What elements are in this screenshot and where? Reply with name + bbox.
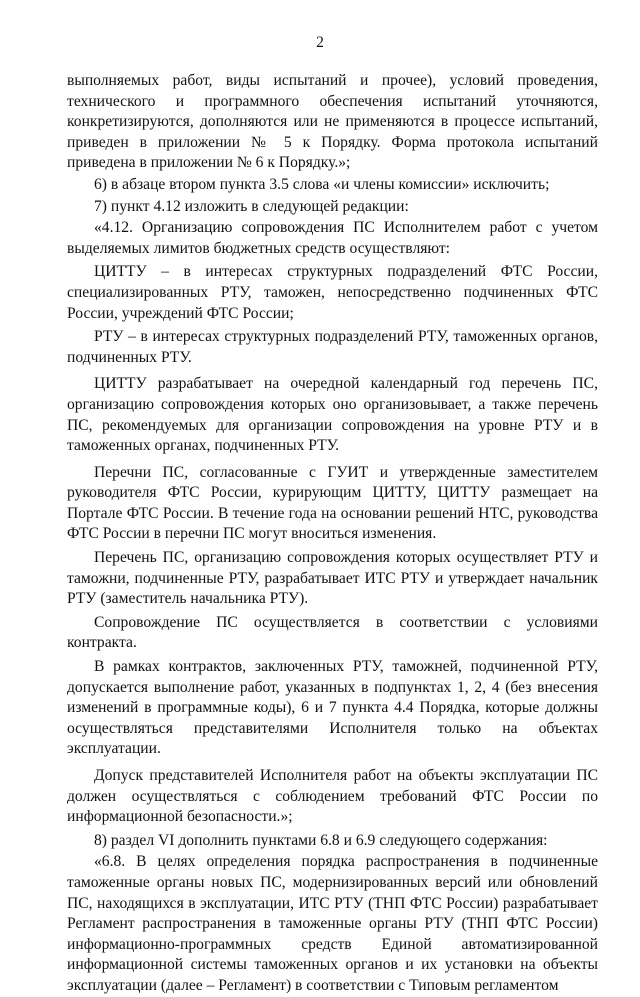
paragraph-contract-support: Сопровождение ПС осуществляется в соответствии с условиями контракта. xyxy=(67,613,598,652)
paragraph-rtu-scope: РТУ – в интересах структурных подразделений РТУ, таможенных органов, подчиненных РТУ. xyxy=(67,328,598,366)
paragraph-clause-6-8: «6.8. В целях определения порядка распространения в подчиненные таможенные органы новых ПС, модернизированных версий или обновлений ПС, находящихся в эксплуатации, ИТС РТУ (ТНП ФТС России) разрабатывает Регламент распространения в таможенные органы РТУ (ТНП ФТС России) информационно-программных средств Единой автоматизированной информационной системы таможенных органов и их установки на объекты эксплуатации (далее – Регламент) в соответствии с Типовым регламентом xyxy=(67,853,598,994)
paragraph-item-7: 7) пункт 4.12 изложить в следующей редакции: xyxy=(94,197,409,215)
document-body xyxy=(67,71,598,997)
paragraph-access-admission: Допуск представителей Исполнителя работ на объекты эксплуатации ПС должен осуществляться с соблюдением требований ФТС России по информационной безопасности.»; xyxy=(67,767,598,826)
paragraph-citt-u-scope: ЦИТТУ – в интересах структурных подразделений ФТС России, специализированных РТУ, таможен, непосредственно подчиненных ФТС России, учреждений ФТС России; xyxy=(67,263,598,322)
paragraph-item-8: 8) раздел VI дополнить пунктами 6.8 и 6.9 следующего содержания: xyxy=(94,831,548,849)
paragraph-citt-u-list: ЦИТТУ разрабатывает на очередной календарный год перечень ПС, организацию сопровождения которых оно организовывает, а также перечень ПС, рекомендуемых для организации сопровождения на уровне РТУ и в таможенных органах, подчиненных РТУ. xyxy=(67,375,598,455)
paragraph-rtu-list: Перечень ПС, организацию сопровождения которых осуществляет РТУ и таможни, подчиненные РТУ, разрабатывает ИТС РТУ и утверждает начальник РТУ (заместитель начальника РТУ). xyxy=(67,549,598,608)
paragraph-lists-approval: Перечни ПС, согласованные с ГУИТ и утвержденные заместителем руководителя ФТС России, курирующим ЦИТТУ, ЦИТТУ размещает на Портале ФТС России. В течение года на основании решений НТС, руководства ФТС России в перечни ПС могут вноситься изменения. xyxy=(67,463,598,543)
paragraph-clause-4-12: «4.12. Организацию сопровождения ПС Исполнителем работ с учетом выделяемых лимитов бюджетных средств осуществляют: xyxy=(67,219,598,257)
paragraph-contract-works: В рамках контрактов, заключенных РТУ, таможней, подчиненной РТУ, допускается выполнение работ, указанных в подпунктах 1, 2, 4 (без внесения изменений в программные коды), 6 и 7 пункта 4.4 Порядка, которые должны осуществляться представителями Исполнителя только на объектах эксплуатации. xyxy=(67,658,598,758)
page-number: 2 xyxy=(316,34,324,51)
paragraph-continuation: выполняемых работ, виды испытаний и прочее), условий проведения, технического и программного обеспечения испытаний уточняются, конкретизируются, дополняются или не применяются в процессе испытаний, приведен в приложении № 5 к Порядку. Форма протокола испытаний приведена в приложении № 6 к Порядку.»; xyxy=(67,72,598,172)
paragraph-item-6: 6) в абзаце втором пункта 3.5 слова «и члены комиссии» исключить; xyxy=(94,175,550,193)
